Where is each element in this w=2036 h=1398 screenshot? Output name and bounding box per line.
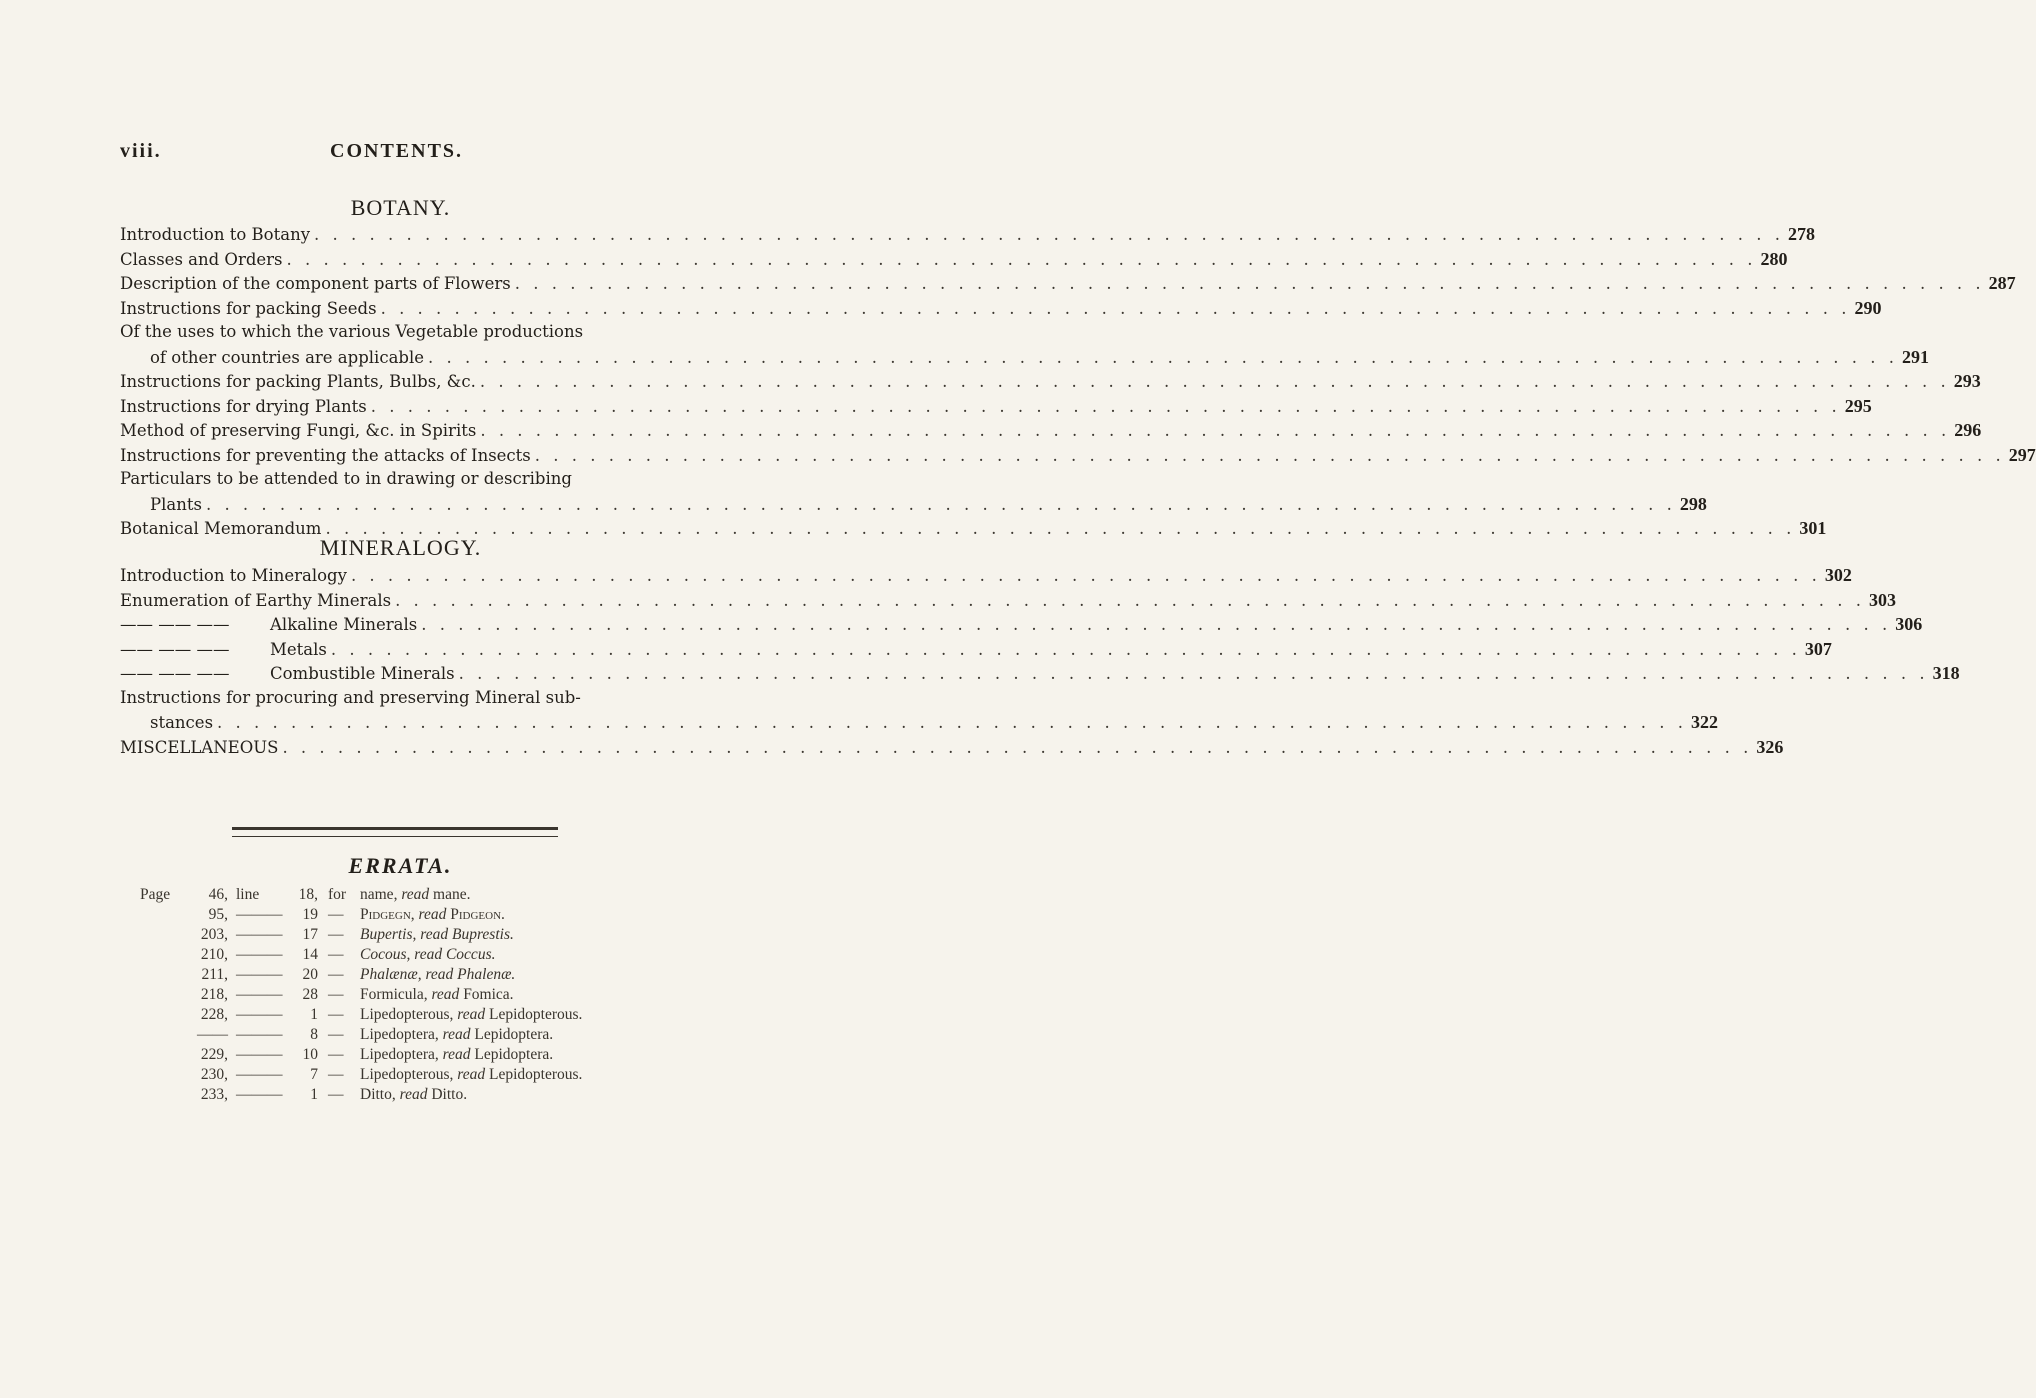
leader-dots: . . . . . . . . . . . . . . . . . . . . . . . . . . . . . . . . . . . . . . . . . . . . . . . . . . . . . . . . . . . . . . . . . . . . . . . . . . . . . . . . [330, 639, 1801, 659]
leader-dots: . . . . . . . . . . . . . . . . . . . . . . . . . . . . . . . . . . . . . . . . . . . . . . . . . . . . . . . . . . . . . . . . . . . . . . . . . . . . . . . . [514, 274, 1985, 293]
errata-page: 218, [200, 986, 228, 1003]
mineralogy-entry-title: Metals [270, 639, 327, 659]
botany-entry-title: Method of preserving Fungi, &c. in Spirits [120, 421, 477, 440]
botany-entry [120, 345, 1929, 370]
botany-entry [120, 222, 1815, 247]
botany-entry-page: 287 [1988, 273, 2016, 293]
errata-correction: Cocous, read Coccus. [360, 946, 496, 963]
mineralogy-entry [120, 661, 1960, 686]
botany-entry-title: Plants [150, 494, 202, 514]
botany-entry-title: Instructions for drying Plants [120, 396, 367, 416]
mineralogy-entry [120, 612, 1923, 637]
errata-page: 230, [200, 1066, 228, 1083]
errata-correction: Lipedoptera, read Lepidoptera. [360, 1026, 554, 1043]
errata-correction: Lipedopterous, read Lepidopterous. [360, 1006, 583, 1023]
mineralogy-entry-page: 302 [1824, 565, 1852, 585]
section-divider [232, 827, 558, 837]
errata-page: 46, [208, 886, 228, 903]
mineralogy-entry-page: 303 [1869, 589, 1896, 610]
errata-correction: Pidgegn, read Pidgeon. [360, 906, 505, 923]
mineralogy-entry-label: Instructions for procuring and preserving Mineral sub- [120, 687, 581, 707]
errata-line-label: ——— [236, 1026, 283, 1043]
mineralogy-contents [120, 563, 1960, 759]
mineralogy-entry-title: Introduction to Mineralogy [120, 566, 347, 585]
botany-heading: BOTANY. [350, 195, 451, 220]
leader-dots: . . . . . . . . . . . . . . . . . . . . . . . . . . . . . . . . . . . . . . . . . . . . . . . . . . . . . . . . . . . . . . . . . . . . . . . . . . . . . . . . [428, 347, 1898, 367]
mineralogy-entry [120, 710, 1718, 735]
errata-for-label: — [328, 1066, 344, 1083]
botany-entry [120, 418, 1982, 443]
errata-for-label: — [328, 1046, 344, 1063]
mineralogy-entry [120, 588, 1896, 613]
mineralogy-heading: MINERALOGY. [319, 535, 482, 560]
botany-entry [120, 271, 2016, 296]
mineralogy-entry-title: MISCELLANEOUS [120, 737, 279, 757]
botany-entry-label: Particulars to be attended to in drawing or describing [120, 469, 572, 488]
ditto-dashes: —— —— —— [120, 615, 230, 634]
mineralogy-entry [120, 735, 1784, 760]
errata-page: —— [197, 1026, 228, 1043]
errata-page: 228, [200, 1006, 228, 1023]
botany-entry [120, 443, 2036, 468]
errata-page: 211, [201, 966, 228, 983]
errata-line: 20 [302, 966, 318, 983]
botany-entry-title: Description of the component parts of Flowers [120, 274, 511, 293]
mineralogy-entry-title: Alkaline Minerals [270, 615, 418, 634]
mineralogy-entry-page: 318 [1932, 663, 1960, 683]
botany-entry-page: 291 [1901, 346, 1929, 367]
errata-correction: Bupertis, read Buprestis. [360, 926, 514, 943]
errata-line-label: ——— [236, 926, 283, 943]
errata-line-label: ——— [236, 1086, 283, 1103]
running-title: CONTENTS. [330, 140, 464, 162]
errata-correction: Ditto, read Ditto. [360, 1086, 468, 1103]
errata-page: 203, [200, 926, 228, 943]
botany-entry-page: 296 [1954, 420, 1982, 440]
botany-entry [120, 369, 1981, 394]
page-number: viii. [120, 140, 162, 162]
botany-entry-page: 293 [1953, 371, 1981, 391]
leader-dots: . . . . . . . . . . . . . . . . . . . . . . . . . . . . . . . . . . . . . . . . . . . . . . . . . . . . . . . . . . . . . . . . . . . . . . . . . . . . . . . . [350, 566, 1821, 585]
errata-line-label: ——— [236, 966, 283, 983]
errata-correction: name, read mane. [360, 886, 471, 903]
errata-for-label: for [328, 886, 347, 903]
errata-line: 19 [302, 906, 318, 923]
botany-entry [120, 247, 1788, 272]
errata-line: 18, [298, 886, 318, 903]
errata-line: 8 [310, 1026, 318, 1043]
errata-line-label: ——— [236, 1046, 283, 1063]
mineralogy-entry-page: 306 [1895, 614, 1923, 634]
errata-for-label: — [328, 1006, 344, 1023]
botany-entry [120, 492, 1707, 517]
errata-line: 14 [302, 946, 318, 963]
botany-entry-page: 295 [1844, 395, 1872, 416]
errata-line: 17 [302, 926, 318, 943]
errata-line: 10 [302, 1046, 318, 1063]
errata-page: 233, [200, 1086, 228, 1103]
errata-line-label: ——— [236, 946, 283, 963]
botany-entry-page: 298 [1679, 493, 1707, 514]
leader-dots: . . . . . . . . . . . . . . . . . . . . . . . . . . . . . . . . . . . . . . . . . . . . . . . . . . . . . . . . . . . . . . . . . . . . . . . . . . . . . . . . [325, 519, 1796, 538]
errata-line: 1 [310, 1006, 318, 1023]
botany-entry-page: 278 [1787, 224, 1815, 244]
botany-entry [120, 296, 1882, 321]
errata-line-label: line [236, 886, 260, 903]
ditto-dashes: —— —— —— [120, 664, 230, 683]
errata-for-label: — [328, 946, 344, 963]
botany-entry-page: 297 [2008, 444, 2036, 465]
botany-entry-title: Introduction to Botany [120, 225, 311, 244]
botany-entry-title: Instructions for packing Plants, Bulbs, &c. [120, 372, 476, 391]
errata-line-label: ——— [236, 986, 283, 1003]
errata-line-label: ——— [236, 1066, 283, 1083]
leader-dots: . . . . . . . . . . . . . . . . . . . . . . . . . . . . . . . . . . . . . . . . . . . . . . . . . . . . . . . . . . . . . . . . . . . . . . . . . . . . . . . . [217, 713, 1687, 732]
errata-heading: ERRATA. [348, 853, 453, 878]
mineralogy-entry-title: Enumeration of Earthy Minerals [120, 590, 392, 610]
botany-entry [120, 394, 1872, 419]
leader-dots: . . . . . . . . . . . . . . . . . . . . . . . . . . . . . . . . . . . . . . . . . . . . . . . . . . . . . . . . . . . . . . . . . . . . . . . . . . . . . . . . [380, 298, 1851, 318]
errata-correction: Phalænæ, read Phalenæ. [360, 966, 516, 983]
botany-entry-title: Instructions for packing Seeds [120, 298, 377, 318]
errata-for-label: — [328, 906, 344, 923]
leader-dots: . . . . . . . . . . . . . . . . . . . . . . . . . . . . . . . . . . . . . . . . . . . . . . . . . . . . . . . . . . . . . . . . . . . . . . . . . . . . . . . . [282, 737, 1753, 757]
leader-dots: . . . . . . . . . . . . . . . . . . . . . . . . . . . . . . . . . . . . . . . . . . . . . . . . . . . . . . . . . . . . . . . . . . . . . . . . . . . . . . . . [314, 225, 1784, 244]
errata-for-label: — [328, 926, 344, 943]
errata-page: 95, [208, 906, 228, 923]
errata-for-label: — [328, 1026, 344, 1043]
leader-dots: . . . . . . . . . . . . . . . . . . . . . . . . . . . . . . . . . . . . . . . . . . . . . . . . . . . . . . . . . . . . . . . . . . . . . . . . . . . . . . . . [534, 445, 2005, 465]
errata-for-label: — [328, 966, 344, 983]
leader-dots: . . . . . . . . . . . . . . . . . . . . . . . . . . . . . . . . . . . . . . . . . . . . . . . . . . . . . . . . . . . . . . . . . . . . . . . . . . . . . . . . [458, 664, 1929, 683]
mineralogy-entry-page: 322 [1690, 712, 1718, 732]
mineralogy-entry-page: 326 [1756, 736, 1784, 757]
leader-dots: . . . . . . . . . . . . . . . . . . . . . . . . . . . . . . . . . . . . . . . . . . . . . . . . . . . . . . . . . . . . . . . . . . . . . . . . . . . . . . . . [479, 372, 1950, 391]
errata-line-label: ——— [236, 1006, 283, 1023]
leader-dots: . . . . . . . . . . . . . . . . . . . . . . . . . . . . . . . . . . . . . . . . . . . . . . . . . . . . . . . . . . . . . . . . . . . . . . . . . . . . . . . . [205, 494, 1676, 514]
errata-page: 210, [200, 946, 228, 963]
mineralogy-entry-title: Combustible Minerals [270, 664, 455, 683]
errata-line-label: ——— [236, 906, 283, 923]
botany-entry-title: Botanical Memorandum [120, 519, 322, 538]
mineralogy-entry-title: stances [150, 713, 214, 732]
botany-entry-title: of other countries are applicable [150, 347, 425, 367]
mineralogy-entry-page: 307 [1804, 638, 1832, 659]
leader-dots: . . . . . . . . . . . . . . . . . . . . . . . . . . . . . . . . . . . . . . . . . . . . . . . . . . . . . . . . . . . . . . . . . . . . . . . . . . . . . . . . [480, 421, 1951, 440]
leader-dots: . . . . . . . . . . . . . . . . . . . . . . . . . . . . . . . . . . . . . . . . . . . . . . . . . . . . . . . . . . . . . . . . . . . . . . . . . . . . . . . . [421, 615, 1892, 634]
errata-page-label: Page [140, 886, 171, 903]
botany-contents [120, 222, 2036, 541]
errata-for-label: — [328, 986, 344, 1003]
botany-entry-page: 290 [1854, 297, 1882, 318]
leader-dots: . . . . . . . . . . . . . . . . . . . . . . . . . . . . . . . . . . . . . . . . . . . . . . . . . . . . . . . . . . . . . . . . . . . . . . . . . . . . . . . . [370, 396, 1841, 416]
errata-line: 7 [310, 1066, 318, 1083]
leader-dots: . . . . . . . . . . . . . . . . . . . . . . . . . . . . . . . . . . . . . . . . . . . . . . . . . . . . . . . . . . . . . . . . . . . . . . . . . . . . . . . . [395, 590, 1865, 610]
botany-entry-page: 280 [1760, 248, 1788, 269]
errata-line: 28 [302, 986, 318, 1003]
botany-entry-title: Instructions for preventing the attacks of Insects [120, 445, 531, 465]
mineralogy-entry [120, 637, 1832, 662]
errata-page: 229, [200, 1046, 228, 1063]
errata-correction: Formicula, read Fomica. [360, 986, 514, 1003]
botany-entry-page: 301 [1799, 518, 1827, 538]
botany-entry-title: Classes and Orders [120, 249, 283, 269]
errata-correction: Lipedopterous, read Lepidopterous. [360, 1066, 583, 1083]
mineralogy-entry [120, 563, 1852, 588]
errata-line: 1 [310, 1086, 318, 1103]
errata-for-label: — [328, 1086, 344, 1103]
ditto-dashes: —— —— —— [120, 639, 230, 659]
errata-correction: Lipedoptera, read Lepidoptera. [360, 1046, 554, 1063]
leader-dots: . . . . . . . . . . . . . . . . . . . . . . . . . . . . . . . . . . . . . . . . . . . . . . . . . . . . . . . . . . . . . . . . . . . . . . . . . . . . . . . . [286, 249, 1757, 269]
botany-entry-label: Of the uses to which the various Vegetable productions [120, 322, 584, 341]
